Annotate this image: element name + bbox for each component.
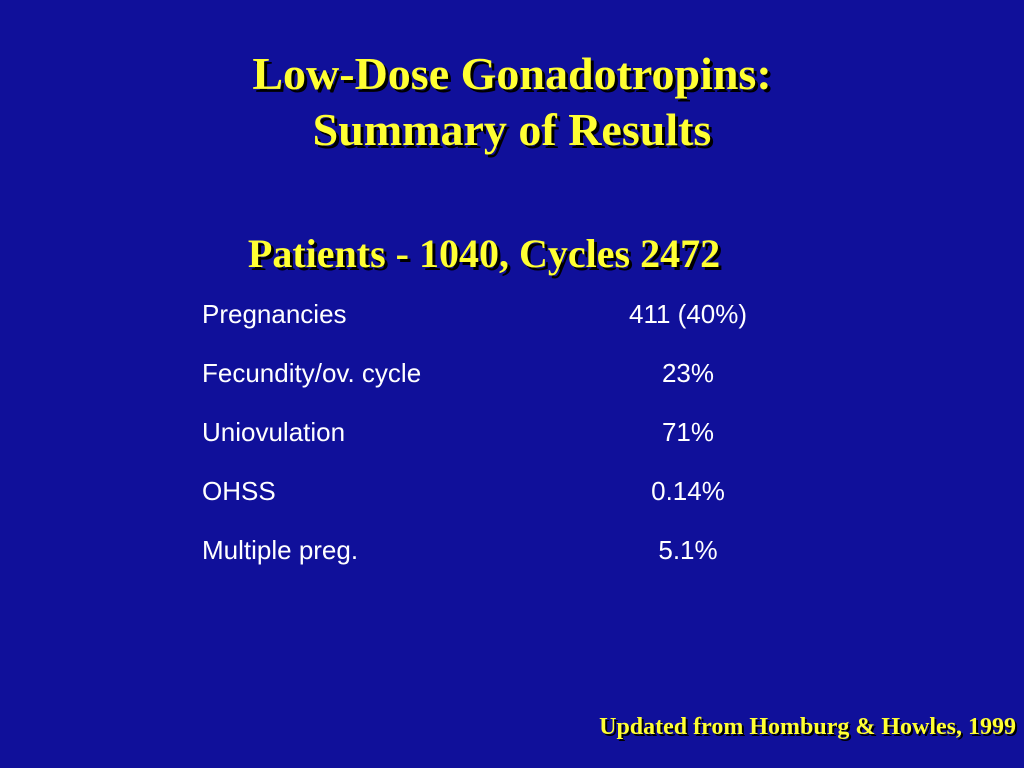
results-table [202, 294, 802, 589]
result-label: Pregnancies [202, 299, 347, 329]
result-row-uniovulation [202, 412, 802, 471]
result-row-ohss [202, 471, 802, 530]
result-value: 411 (40%) [628, 299, 748, 329]
result-value: 23% [661, 358, 715, 388]
result-label: OHSS [202, 476, 276, 506]
result-label: Multiple preg. [202, 535, 359, 565]
result-row-fecundity [202, 353, 802, 412]
result-value: 71% [661, 417, 715, 447]
result-row-multiple-preg [202, 530, 802, 589]
result-label: Fecundity/ov. cycle [202, 358, 422, 388]
citation-footer: Updated from Homburg & Howles, 1999 [599, 714, 1016, 740]
result-value: 0.14% [651, 476, 725, 506]
slide-subtitle: Patients - 1040, Cycles 2472 [247, 231, 721, 276]
title-line-1: Low-Dose Gonadotropins: [252, 48, 772, 99]
slide-title [0, 46, 1024, 158]
result-value: 5.1% [658, 535, 718, 565]
result-label: Uniovulation [202, 417, 346, 447]
title-line-2: Summary of Results [312, 104, 712, 155]
result-row-pregnancies [202, 294, 802, 353]
